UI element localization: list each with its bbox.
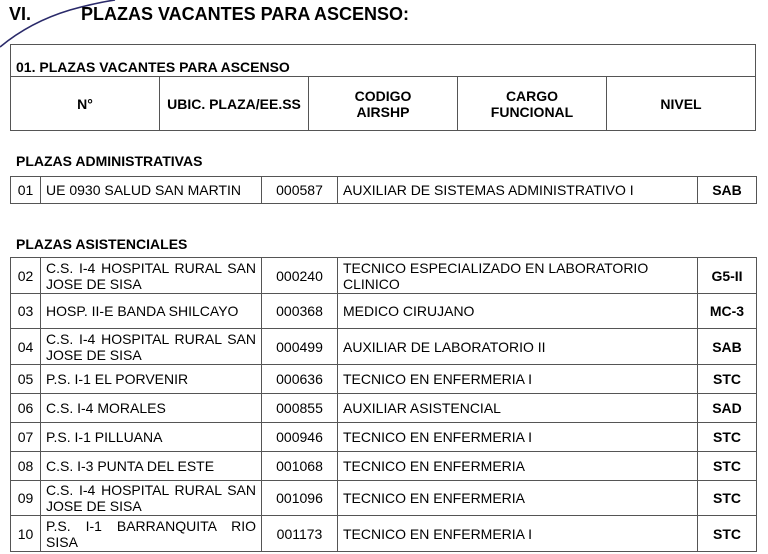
cell-n: 07	[11, 423, 41, 452]
cell-ubic: P.S. I-1 EL PORVENIR	[41, 365, 262, 394]
table-row	[11, 481, 757, 516]
table-row	[11, 258, 757, 294]
cell-n: 05	[11, 365, 41, 394]
cell-ubic: C.S. I-4 MORALES	[41, 394, 262, 423]
cell-codigo: 000499	[262, 329, 338, 365]
column-header-row	[11, 77, 756, 131]
cell-cargo: AUXILIAR DE LABORATORIO II	[338, 329, 698, 365]
col-header-codigo-line2: AIRSHP	[356, 103, 410, 120]
cell-n: 03	[11, 294, 41, 329]
cell-codigo: 000946	[262, 423, 338, 452]
cell-codigo: 001096	[262, 481, 338, 516]
cell-nivel: STC	[698, 365, 757, 394]
cell-cargo: TECNICO EN ENFERMERIA I	[338, 423, 698, 452]
section-number: VI.	[9, 4, 32, 24]
table-row	[11, 516, 757, 552]
cell-n: 10	[11, 516, 41, 552]
cell-ubic: C.S. I-4 HOSPITAL RURAL SAN JOSE DE SISA	[41, 258, 262, 294]
cell-nivel: STC	[698, 423, 757, 452]
administrativas-table	[10, 176, 757, 204]
cell-cargo: TECNICO EN ENFERMERIA	[338, 452, 698, 481]
cell-ubic: C.S. I-3 PUNTA DEL ESTE	[41, 452, 262, 481]
cell-cargo: AUXILIAR DE SISTEMAS ADMINISTRATIVO I	[338, 177, 698, 204]
cell-ubic: C.S. I-4 HOSPITAL RURAL SAN JOSE DE SISA	[41, 329, 262, 365]
cell-ubic: P.S. I-1 PILLUANA	[41, 423, 262, 452]
cell-cargo: TECNICO EN ENFERMERIA I	[338, 516, 698, 552]
cell-nivel: SAB	[698, 177, 757, 204]
cell-nivel: MC-3	[698, 294, 757, 329]
col-header-cargo: CARGO FUNCIONAL	[458, 77, 607, 131]
cell-n: 06	[11, 394, 41, 423]
cell-nivel: STC	[698, 481, 757, 516]
asistenciales-table	[10, 257, 757, 552]
group-label-asistenciales: PLAZAS ASISTENCIALES	[16, 236, 188, 252]
col-header-codigo	[309, 77, 458, 131]
cell-n: 02	[11, 258, 41, 294]
col-header-n: N°	[11, 77, 160, 131]
cell-ubic: P.S. I-1 BARRANQUITA RIO SISA	[41, 516, 262, 552]
cell-ubic: UE 0930 SALUD SAN MARTIN	[41, 177, 262, 204]
cell-n: 01	[11, 177, 41, 204]
cell-nivel: STC	[698, 452, 757, 481]
cell-codigo: 000368	[262, 294, 338, 329]
table-row	[11, 329, 757, 365]
section-title: PLAZAS VACANTES PARA ASCENSO:	[81, 4, 410, 24]
table-row	[11, 394, 757, 423]
cell-cargo: TECNICO ESPECIALIZADO EN LABORATORIO CLINICO	[338, 258, 698, 294]
cell-codigo: 001173	[262, 516, 338, 552]
col-header-nivel: NIVEL	[607, 77, 756, 131]
col-header-codigo-line1: CODIGO	[354, 87, 412, 104]
cell-codigo: 000240	[262, 258, 338, 294]
cell-cargo: TECNICO EN ENFERMERIA I	[338, 365, 698, 394]
cell-codigo: 000855	[262, 394, 338, 423]
table-title: 01. PLAZAS VACANTES PARA ASCENSO	[11, 45, 756, 77]
cell-nivel: SAB	[698, 329, 757, 365]
table-row	[11, 423, 757, 452]
cell-n: 04	[11, 329, 41, 365]
cell-nivel: STC	[698, 516, 757, 552]
cell-n: 09	[11, 481, 41, 516]
table-title-row	[11, 45, 756, 77]
cell-ubic: C.S. I-4 HOSPITAL RURAL SAN JOSE DE SISA	[41, 481, 262, 516]
cell-codigo: 000636	[262, 365, 338, 394]
cell-cargo: TECNICO EN ENFERMERIA	[338, 481, 698, 516]
table-row	[11, 365, 757, 394]
cell-cargo: MEDICO CIRUJANO	[338, 294, 698, 329]
cell-nivel: SAD	[698, 394, 757, 423]
table-row	[11, 177, 757, 204]
cell-codigo: 000587	[262, 177, 338, 204]
table-row	[11, 294, 757, 329]
cell-nivel: G5-II	[698, 258, 757, 294]
table-row	[11, 452, 757, 481]
cell-ubic: HOSP. II-E BANDA SHILCAYO	[41, 294, 262, 329]
cell-n: 08	[11, 452, 41, 481]
cell-codigo: 001068	[262, 452, 338, 481]
col-header-ubic: UBIC. PLAZA/EE.SS	[160, 77, 309, 131]
group-label-administrativas: PLAZAS ADMINISTRATIVAS	[16, 153, 203, 169]
header-table	[10, 44, 756, 131]
cell-cargo: AUXILIAR ASISTENCIAL	[338, 394, 698, 423]
